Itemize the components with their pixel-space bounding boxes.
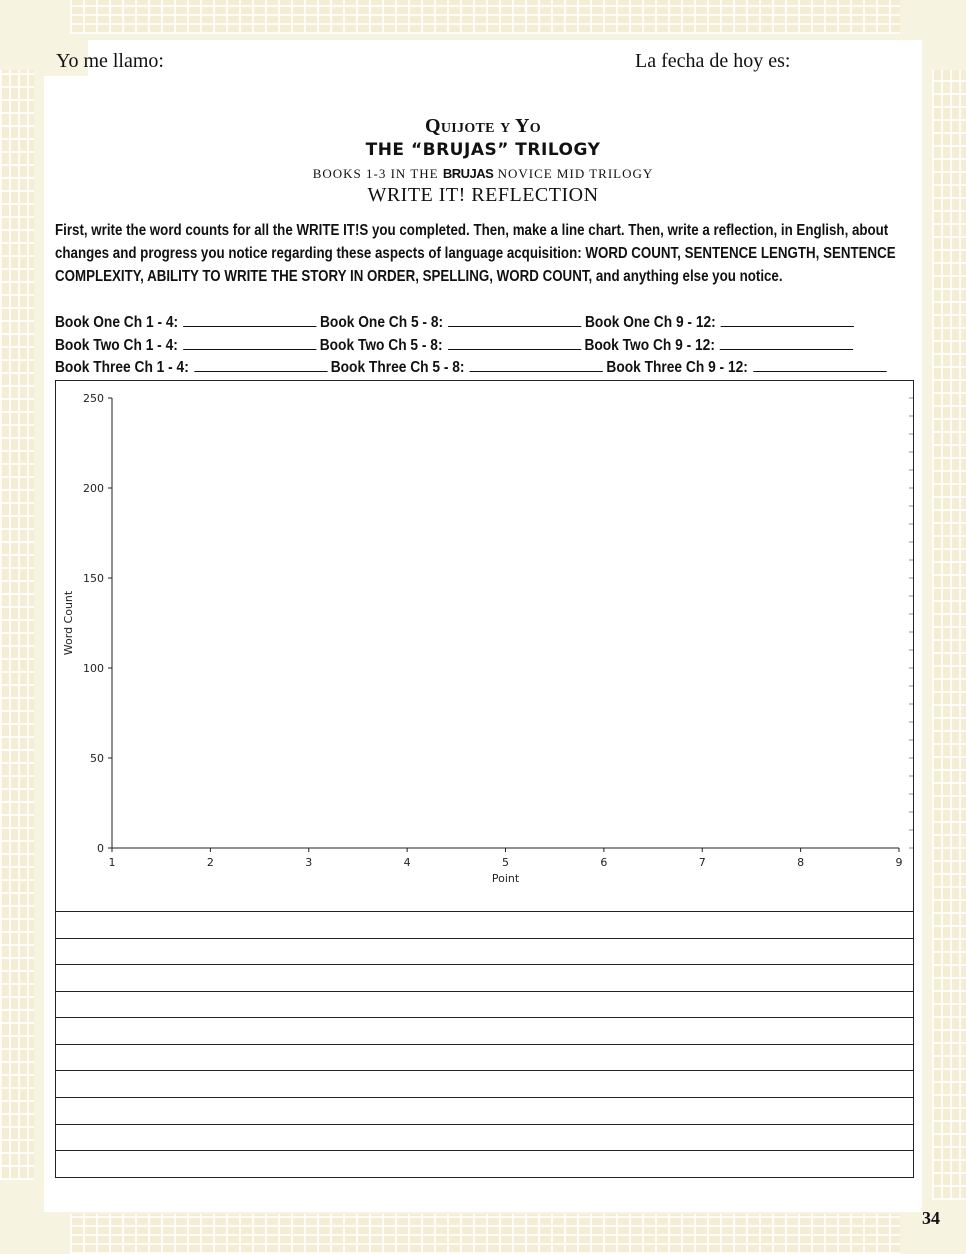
y-tick-label: 200 bbox=[83, 482, 104, 495]
title-block bbox=[0, 114, 966, 206]
trilogy-title: THE “BRUJAS” TRILOGY bbox=[365, 140, 601, 160]
writing-line[interactable] bbox=[56, 911, 913, 912]
x-tick-label: 6 bbox=[600, 856, 608, 869]
y-axis-label: Word Count bbox=[62, 590, 75, 656]
y-tick-label: 250 bbox=[83, 392, 104, 405]
decorative-border-bottom bbox=[70, 1214, 900, 1254]
writing-line[interactable] bbox=[56, 1150, 913, 1151]
word-count-field[interactable]: Book One Ch 9 - 12: bbox=[585, 312, 858, 335]
x-tick-label: 9 bbox=[895, 856, 903, 869]
writing-line[interactable] bbox=[56, 1070, 913, 1071]
word-count-field[interactable]: Book Two Ch 1 - 4: bbox=[55, 335, 320, 358]
y-tick-label: 150 bbox=[83, 572, 104, 585]
writing-line[interactable] bbox=[56, 964, 913, 965]
x-tick-label: 3 bbox=[305, 856, 313, 869]
x-tick-label: 7 bbox=[698, 856, 706, 869]
x-tick-label: 1 bbox=[108, 856, 116, 869]
decorative-border-right bbox=[932, 70, 966, 1200]
word-count-field[interactable]: Book One Ch 5 - 8: bbox=[320, 312, 585, 335]
instructions-text: First, write the word counts for all the WRITE IT!S you completed. Then, make a line chart. Then, write a reflection, in English, about changes and progress you notice regarding these aspects of language acquisition: WORD COUNT, SENTENCE LENGTH, SENTENCE COMPLEXITY, ABILITY TO WRITE THE STORY IN ORDER, SPELLING, WORD COUNT, and anything else you notice. bbox=[55, 222, 896, 285]
writing-line[interactable] bbox=[56, 1097, 913, 1098]
book-two-row bbox=[55, 335, 890, 358]
word-count-field[interactable]: Book Two Ch 5 - 8: bbox=[320, 335, 585, 358]
y-tick-label: 100 bbox=[83, 662, 104, 675]
worksheet-title: WRITE IT! REFLECTION bbox=[367, 184, 599, 206]
x-tick-label: 4 bbox=[403, 856, 411, 869]
book-title: Quijote y Yo bbox=[425, 115, 541, 137]
reflection-writing-area[interactable] bbox=[55, 894, 914, 1178]
writing-line[interactable] bbox=[56, 1044, 913, 1045]
word-count-field[interactable]: Book Three Ch 5 - 8: bbox=[331, 357, 607, 380]
y-tick-label: 50 bbox=[90, 752, 104, 765]
x-axis-label: Point bbox=[491, 872, 520, 885]
word-count-field[interactable]: Book Three Ch 1 - 4: bbox=[55, 357, 331, 380]
writing-line[interactable] bbox=[56, 1124, 913, 1125]
y-tick-label: 0 bbox=[97, 842, 104, 855]
book-three-row bbox=[55, 357, 890, 380]
writing-line[interactable] bbox=[56, 938, 913, 939]
x-tick-label: 5 bbox=[502, 856, 509, 869]
word-count-field[interactable]: Book Two Ch 9 - 12: bbox=[584, 335, 856, 358]
line-chart-svg bbox=[56, 381, 913, 895]
line-chart[interactable] bbox=[55, 380, 914, 895]
decorative-border-top bbox=[70, 0, 900, 34]
trilogy-subtitle: BOOKS 1-3 IN THE BRUJAS NOVICE MID TRILOGY bbox=[312, 166, 654, 181]
x-tick-label: 2 bbox=[206, 856, 214, 869]
word-count-fields bbox=[55, 312, 890, 380]
word-count-field[interactable]: Book One Ch 1 - 4: bbox=[55, 312, 320, 335]
name-label: Yo me llamo: bbox=[56, 50, 164, 72]
writing-line[interactable] bbox=[56, 991, 913, 992]
word-count-field[interactable]: Book Three Ch 9 - 12: bbox=[606, 357, 889, 380]
page-number: 34 bbox=[922, 1208, 940, 1228]
x-tick-label: 8 bbox=[797, 856, 805, 869]
writing-line[interactable] bbox=[56, 1017, 913, 1018]
decorative-border-left bbox=[0, 70, 34, 1180]
book-one-row bbox=[55, 312, 890, 335]
date-label: La fecha de hoy es: bbox=[635, 50, 791, 72]
